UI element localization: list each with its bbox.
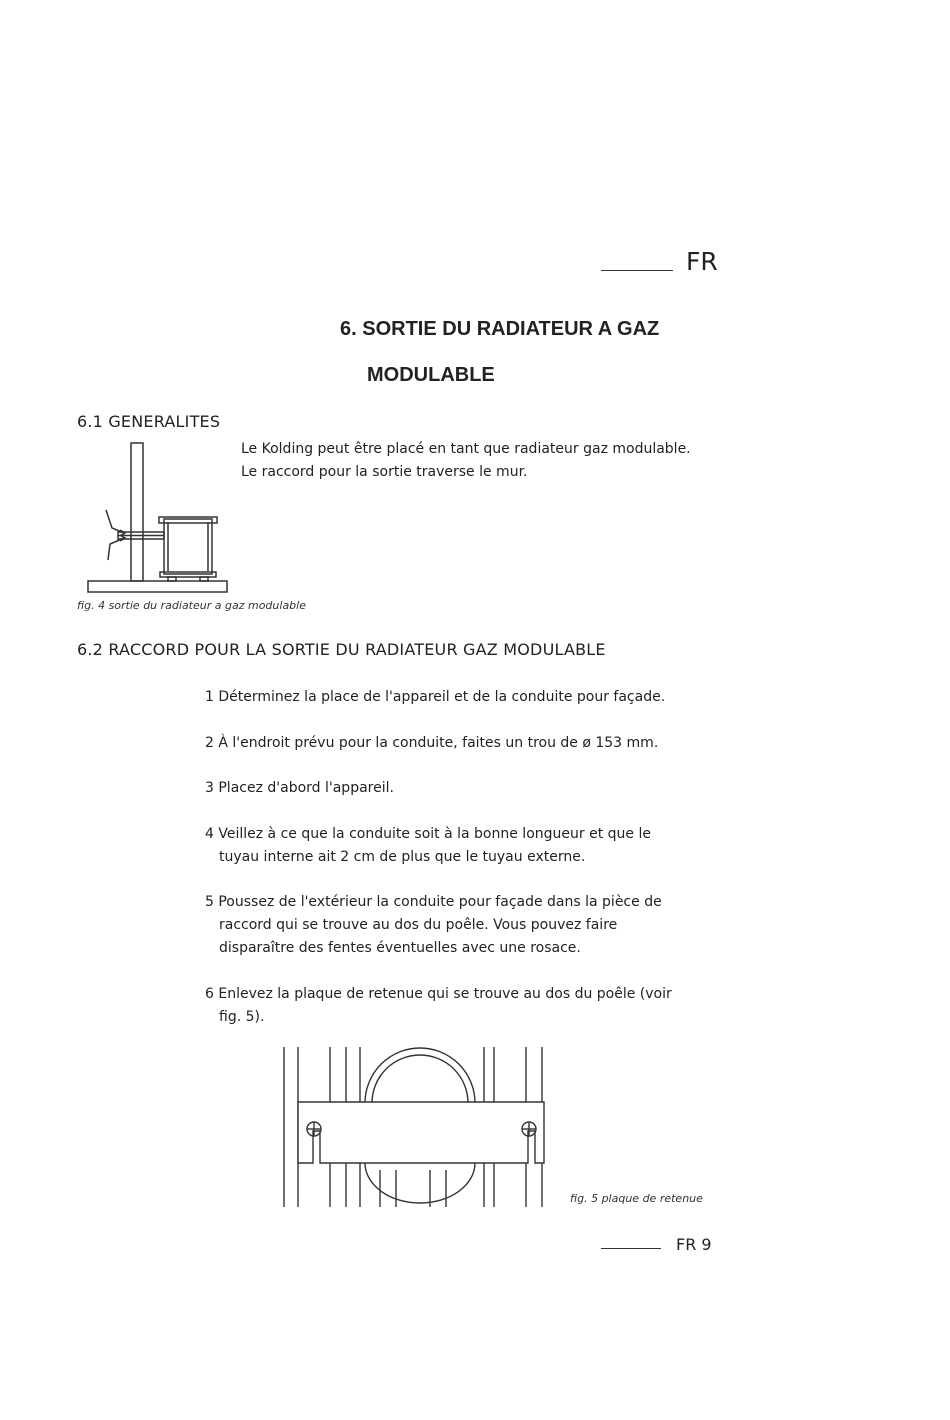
step-line: 4 Veillez à ce que la conduite soit à la bonne longueur et que le	[205, 826, 651, 842]
step-line: 5 Poussez de l'extérieur la conduite pour façade dans la pièce de	[205, 894, 662, 910]
step-3	[205, 777, 394, 800]
step-1	[205, 686, 665, 709]
section-intro-text	[241, 438, 741, 484]
step-line: raccord qui se trouve au dos du poêle. Vous pouvez faire	[219, 917, 618, 933]
step-line: fig. 5).	[219, 1009, 265, 1025]
step-line: tuyau interne ait 2 cm de plus que le tuyau externe.	[219, 849, 586, 865]
footer-rule	[601, 1248, 661, 1249]
step-5	[205, 891, 662, 960]
step-2	[205, 732, 658, 755]
figure-5-diagram	[280, 1045, 550, 1210]
language-code: FR	[686, 247, 718, 276]
figure-4-diagram	[84, 440, 234, 595]
step-line: 3 Placez d'abord l'appareil.	[205, 780, 394, 796]
step-line: 2 À l'endroit prévu pour la conduite, faites un trou de ø 153 mm.	[205, 735, 659, 751]
figure-5-caption: fig. 5 plaque de retenue	[570, 1192, 703, 1205]
step-line: 1 Déterminez la place de l'appareil et de la conduite pour façade.	[205, 689, 666, 705]
step-6	[205, 983, 672, 1029]
section-heading-raccord: 6.2 RACCORD POUR LA SORTIE DU RADIATEUR GAZ MODULABLE	[77, 640, 606, 659]
chapter-title-line1: 6. SORTIE DU RADIATEUR A GAZ	[340, 318, 660, 340]
figure-4-caption: fig. 4 sortie du radiateur a gaz modulable	[77, 599, 306, 612]
step-line: 6 Enlevez la plaque de retenue qui se trouve au dos du poêle (voir	[205, 986, 672, 1002]
intro-line: Le Kolding peut être placé en tant que radiateur gaz modulable.	[241, 441, 691, 457]
header-rule	[601, 270, 673, 271]
section-heading-generalites: 6.1 GENERALITES	[77, 412, 221, 431]
step-line: disparaître des fentes éventuelles avec une rosace.	[219, 940, 581, 956]
step-4	[205, 823, 651, 869]
intro-line: Le raccord pour la sortie traverse le mur.	[241, 464, 528, 480]
page-number: FR 9	[676, 1235, 712, 1254]
chapter-title-line2: MODULABLE	[367, 364, 495, 386]
